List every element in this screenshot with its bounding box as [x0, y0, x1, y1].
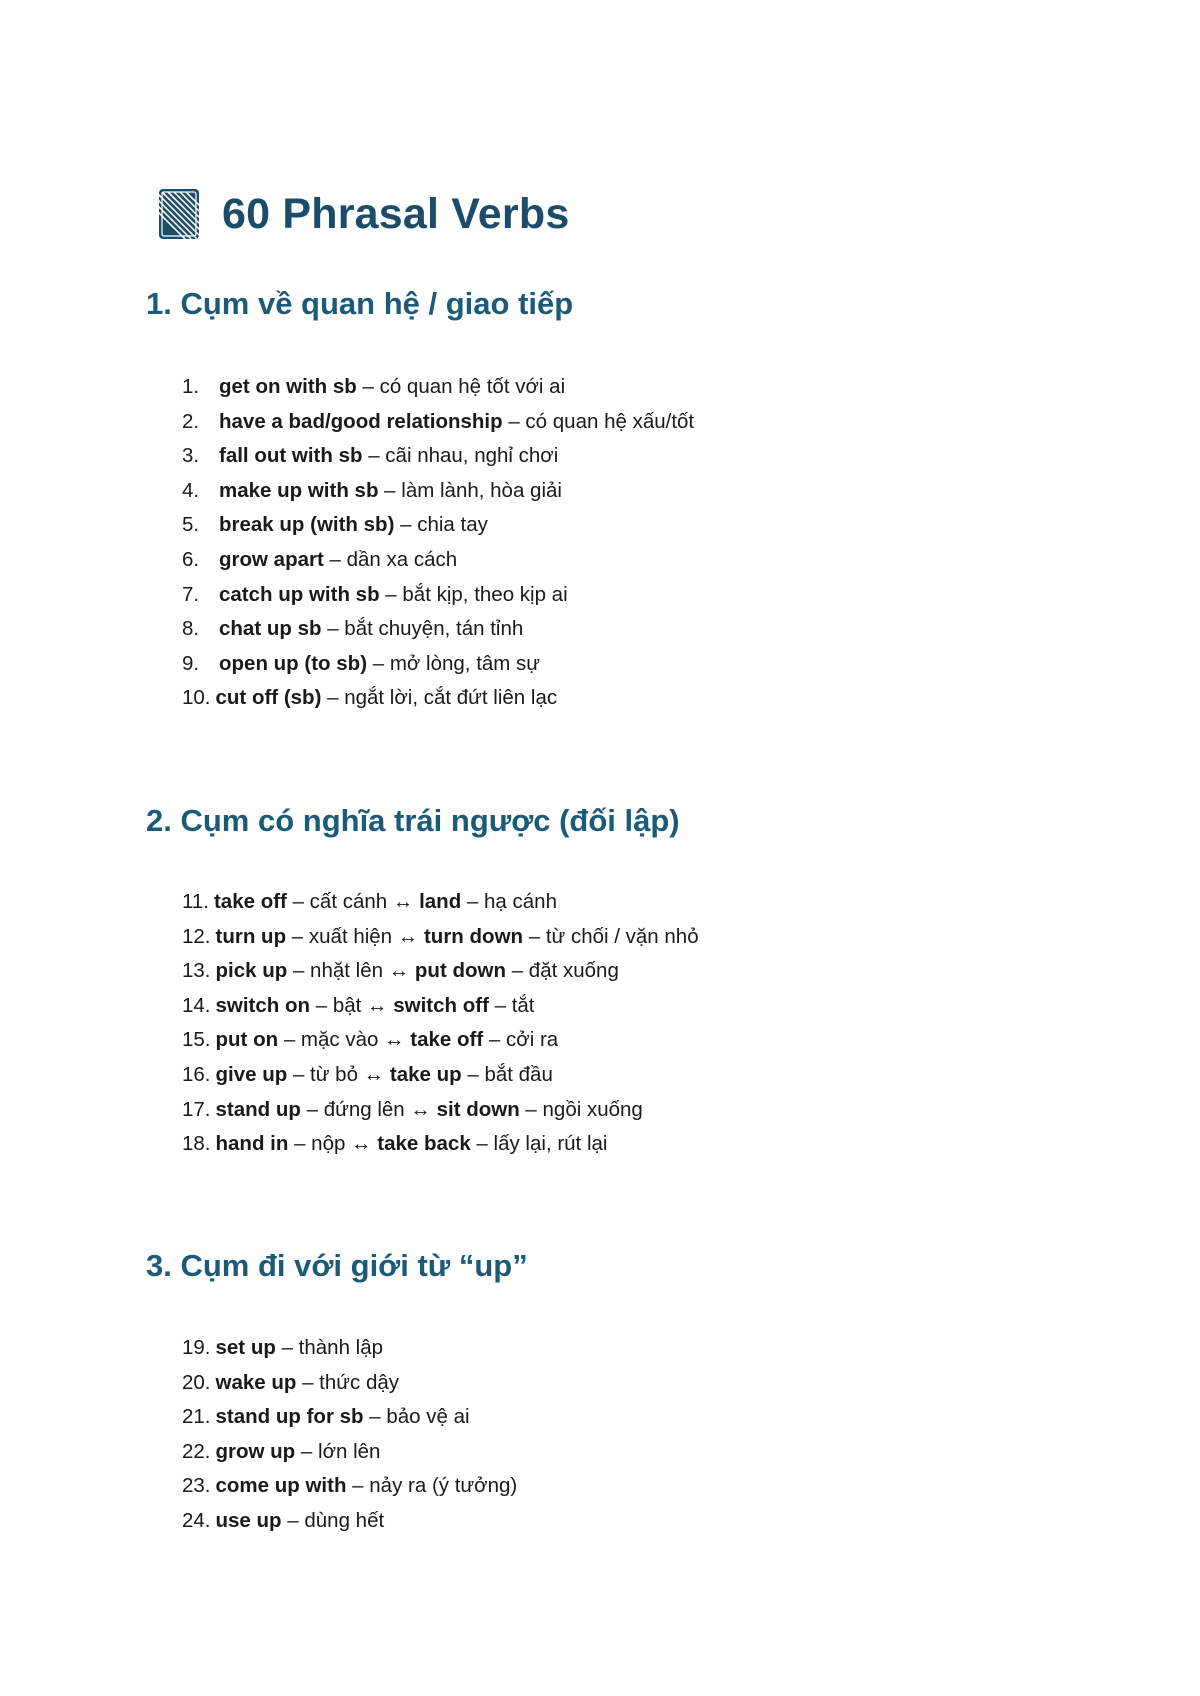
list-item — [182, 1127, 699, 1162]
list-item — [182, 954, 699, 989]
list-item — [182, 612, 694, 647]
meaning: – cãi nhau, nghỉ chơi — [362, 444, 559, 468]
meaning: – làm lành, hòa giải — [378, 478, 562, 502]
list-item — [182, 543, 694, 578]
meaning: – có quan hệ xấu/tốt — [502, 409, 695, 433]
phrasal-verb: open up (to sb) — [219, 651, 368, 675]
item-number: 6. — [182, 547, 200, 571]
meaning: – nộp ↔ — [288, 1132, 378, 1156]
list-item — [182, 1469, 517, 1504]
up-list — [182, 1331, 517, 1539]
opposites-list — [182, 885, 699, 1162]
list-item — [182, 920, 699, 955]
list-item — [182, 1435, 517, 1470]
list-item — [182, 370, 694, 405]
meaning: – có quan hệ tốt với ai — [356, 375, 566, 398]
item-number: 5. — [182, 513, 200, 537]
meaning: – thành lập — [275, 1336, 384, 1359]
opposite-phrasal-verb: take off — [410, 1028, 484, 1052]
meaning: – thức dậy — [296, 1370, 400, 1394]
phrasal-verb: fall out with sb — [219, 444, 363, 468]
opposite-phrasal-verb: take back — [377, 1132, 471, 1156]
phrasal-verb: grow apart — [219, 547, 324, 571]
phrasal-verb: switch on — [215, 993, 311, 1017]
notebook-icon — [158, 188, 200, 240]
phrasal-verb: set up — [215, 1336, 276, 1359]
phrasal-verb: get on with sb — [219, 375, 357, 398]
meaning: – đứng lên ↔ — [300, 1097, 437, 1121]
meaning: – mặc vào ↔ — [278, 1028, 411, 1052]
item-number: 24. — [182, 1508, 211, 1532]
list-item — [182, 1023, 699, 1058]
opposite-meaning: – đặt xuống — [506, 959, 619, 983]
meaning: – nhặt lên ↔ — [287, 959, 415, 983]
item-number: 3. — [182, 444, 200, 468]
meaning: – chia tay — [394, 513, 488, 537]
meaning: – xuất hiện ↔ — [286, 924, 424, 948]
meaning: – cất cánh ↔ — [286, 890, 420, 913]
opposite-meaning: – ngồi xuống — [519, 1097, 643, 1121]
phrasal-verb: wake up — [215, 1370, 297, 1394]
phrasal-verb: stand up — [215, 1097, 301, 1121]
item-number: 18. — [182, 1132, 211, 1156]
phrasal-verb: use up — [215, 1508, 282, 1532]
phrasal-verb: come up with — [215, 1474, 347, 1498]
list-item — [182, 1093, 699, 1128]
list-item — [182, 474, 694, 509]
list-item — [182, 1331, 517, 1366]
meaning: – ngắt lời, cắt đứt liên lạc — [321, 686, 558, 710]
list-item — [182, 647, 694, 682]
item-number: 20. — [182, 1370, 211, 1394]
list-item — [182, 508, 694, 543]
phrasal-verb: turn up — [215, 924, 287, 948]
opposite-meaning: – cởi ra — [483, 1028, 559, 1052]
phrasal-verb: grow up — [215, 1439, 296, 1463]
section-heading-opposites: 2. Cụm có nghĩa trái ngược (đối lập) — [146, 803, 680, 838]
opposite-phrasal-verb: land — [419, 890, 462, 913]
meaning: – từ bỏ ↔ — [287, 1062, 390, 1086]
meaning: – lớn lên — [295, 1439, 381, 1463]
opposite-phrasal-verb: sit down — [436, 1097, 520, 1121]
opposite-meaning: – hạ cánh — [461, 890, 557, 913]
phrasal-verb: put on — [215, 1028, 279, 1052]
page-title — [158, 186, 569, 242]
list-item — [182, 1504, 517, 1539]
phrasal-verb: cut off (sb) — [215, 686, 322, 710]
phrasal-verb: pick up — [215, 959, 288, 983]
list-item — [182, 989, 699, 1024]
list-item — [182, 885, 699, 920]
meaning: – bảo vệ ai — [363, 1405, 470, 1429]
relationships-list — [182, 370, 694, 716]
item-number: 19. — [182, 1336, 211, 1359]
phrasal-verb: give up — [215, 1062, 288, 1086]
item-number: 14. — [182, 993, 211, 1017]
meaning: – bắt chuyện, tán tỉnh — [321, 617, 524, 641]
phrasal-verb: break up (with sb) — [219, 513, 395, 537]
meaning: – bật ↔ — [310, 993, 394, 1017]
phrasal-verb: hand in — [215, 1132, 289, 1156]
meaning: – mở lòng, tâm sự — [367, 651, 541, 675]
item-number: 21. — [182, 1405, 211, 1429]
item-number: 12. — [182, 924, 211, 948]
item-number: 8. — [182, 617, 200, 641]
phrasal-verb: have a bad/good relationship — [219, 409, 503, 433]
list-item — [182, 578, 694, 613]
item-number: 7. — [182, 582, 200, 606]
item-number: 2. — [182, 409, 200, 433]
phrasal-verb: catch up with sb — [219, 582, 380, 606]
item-number: 10. — [182, 686, 211, 710]
section-heading-relationships: 1. Cụm về quan hệ / giao tiếp — [146, 286, 574, 321]
item-number: 13. — [182, 959, 211, 983]
item-number: 17. — [182, 1097, 211, 1121]
meaning: – dùng hết — [281, 1508, 385, 1532]
item-number: 15. — [182, 1028, 211, 1052]
list-item — [182, 1400, 517, 1435]
opposite-meaning: – bắt đầu — [461, 1062, 553, 1086]
item-number: 22. — [182, 1439, 211, 1463]
list-item — [182, 405, 694, 440]
section-heading-up: 3. Cụm đi với giới từ “up” — [146, 1248, 528, 1283]
item-number: 9. — [182, 651, 200, 675]
opposite-meaning: – từ chối / vặn nhỏ — [523, 924, 699, 948]
item-number: 11. — [182, 890, 209, 913]
meaning: – dần xa cách — [323, 547, 458, 571]
phrasal-verb: take off — [213, 890, 287, 913]
opposite-phrasal-verb: turn down — [423, 924, 524, 948]
opposite-meaning: – tắt — [488, 993, 535, 1017]
item-number: 16. — [182, 1062, 211, 1086]
meaning: – bắt kịp, theo kịp ai — [379, 582, 568, 606]
item-number: 23. — [182, 1474, 211, 1498]
opposite-meaning: – lấy lại, rút lại — [470, 1132, 608, 1156]
meaning: – nảy ra (ý tưởng) — [346, 1474, 518, 1498]
document-title: 60 Phrasal Verbs — [222, 189, 570, 238]
list-item — [182, 681, 694, 716]
opposite-phrasal-verb: put down — [414, 959, 506, 983]
list-item — [182, 1058, 699, 1093]
opposite-phrasal-verb: take up — [389, 1062, 462, 1086]
item-number: 1. — [182, 375, 200, 398]
phrasal-verb: chat up sb — [219, 617, 322, 641]
item-number: 4. — [182, 478, 200, 502]
list-item — [182, 1366, 517, 1401]
opposite-phrasal-verb: switch off — [393, 993, 489, 1017]
phrasal-verb: make up with sb — [219, 478, 379, 502]
phrasal-verb: stand up for sb — [215, 1405, 364, 1429]
list-item — [182, 439, 694, 474]
